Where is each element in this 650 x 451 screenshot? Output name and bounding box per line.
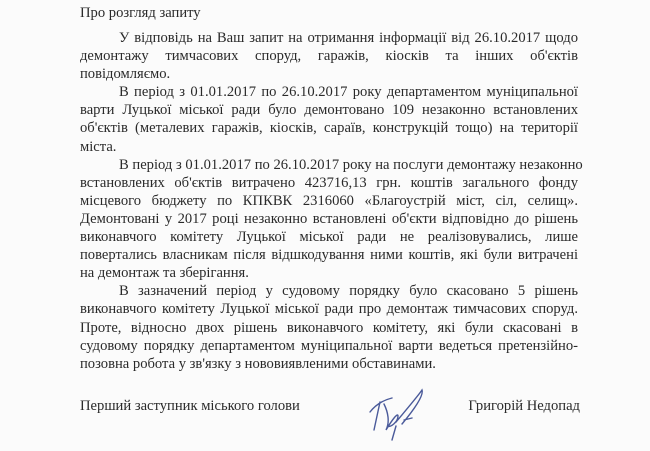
- paragraph-line: об'єктів (металевих гаражів, кіосків, сараїв, конструкцій тощо) на території: [80, 120, 578, 137]
- paragraph-line: виконавчого комітету Луцької міської ради про демонтаж тимчасових споруд.: [80, 301, 578, 318]
- paragraph-line: виконавчого комітету Луцької міської ради не реалізовувались, лише: [80, 229, 578, 246]
- paragraph-line: повідомляємо.: [80, 66, 171, 83]
- paragraph: [80, 282, 578, 372]
- handwritten-signature-icon: [362, 382, 432, 442]
- paragraph-line: В період з 01.01.2017 по 26.10.2017 року на послуги демонтажу незаконно: [119, 156, 583, 173]
- paragraph-line: В період з 01.01.2017 по 26.10.2017 року департаментом муніципальної: [119, 84, 578, 101]
- paragraph-line: В зазначений період у судовому порядку було скасовано 5 рішень: [119, 283, 578, 300]
- signature-block: [80, 398, 580, 418]
- paragraph-line: місцевого бюджету по КПКВК 2316060 «Благоустрій міст, сіл, селищ».: [80, 192, 578, 209]
- document-body: [80, 29, 583, 373]
- paragraph-line: Проте, відносно двох рішень виконавчого комітету, які були скасовані в: [80, 319, 578, 336]
- paragraph-line: на демонтаж та зберігання.: [80, 265, 249, 282]
- paragraph-line: У відповідь на Ваш запит на отримання інформації від 26.10.2017 щодо: [119, 30, 578, 46]
- signatory-title: Перший заступник міського голови: [80, 398, 300, 414]
- paragraph-line: Демонтовані у 2017 році незаконно встановлені об'єкти відповідно до рішень: [80, 210, 578, 227]
- paragraph-line: повертались власникам після відшкодування ними коштів, які були витрачені: [80, 247, 578, 264]
- paragraph-line: позовна робота у зв'язку з нововиявленими обставинами.: [80, 355, 436, 372]
- paragraph-line: демонтажу тимчасових споруд, гаражів, кіосків та інших об'єктів: [80, 48, 578, 65]
- paragraph: [80, 156, 583, 283]
- paragraph-line: варти Луцької міської ради було демонтовано 109 незаконно встановлених: [80, 102, 578, 119]
- paragraph: [80, 29, 578, 83]
- paragraph: [80, 83, 578, 155]
- paragraph-line: міста.: [80, 138, 117, 155]
- paragraph-line: встановлених об'єктів витрачено 423716,13 грн. коштів загального фонду: [80, 174, 578, 191]
- signatory-name: Григорій Недопад: [468, 398, 580, 414]
- paragraph-line: судовому порядку департаментом муніципальної варти ведеться претензійно-: [80, 337, 578, 354]
- document-subject: Про розгляд запиту: [80, 5, 201, 21]
